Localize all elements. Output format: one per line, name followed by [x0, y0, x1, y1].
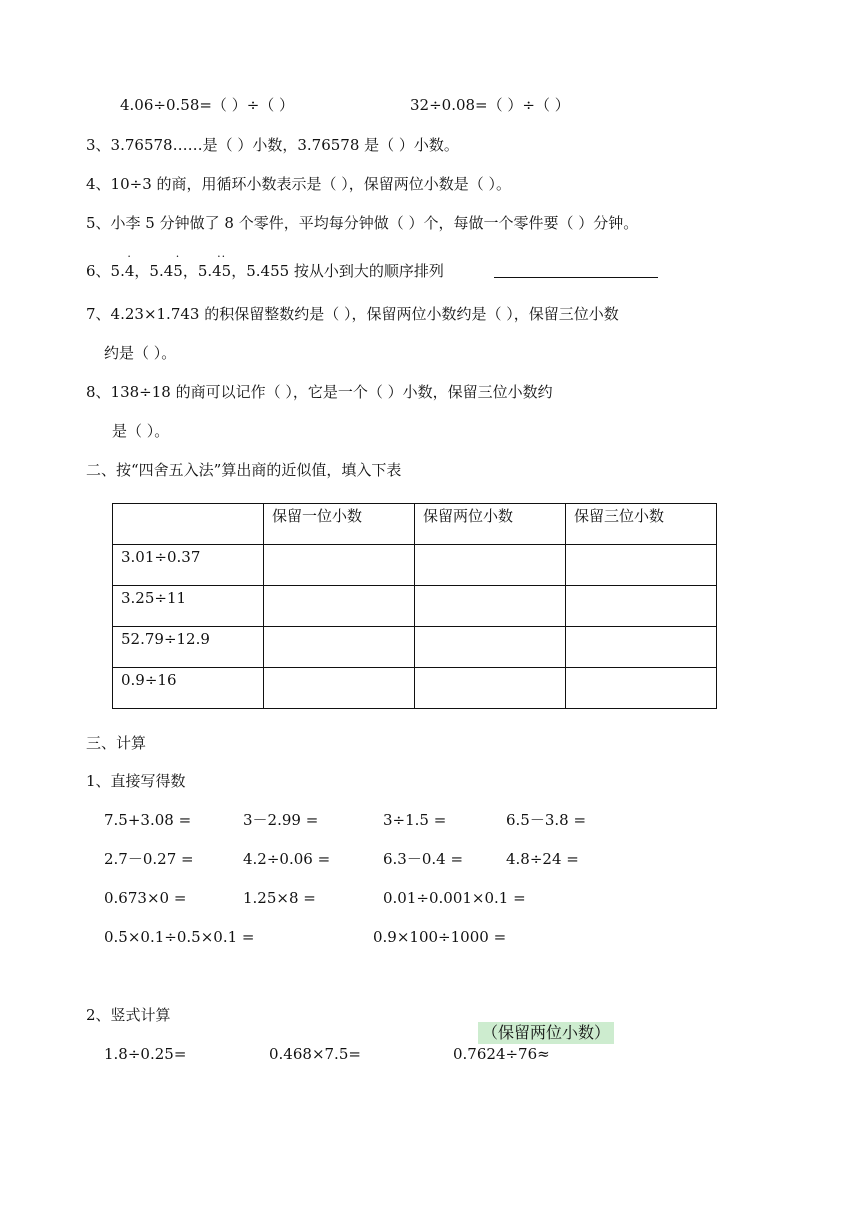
repeating-digit-text: 5 — [173, 262, 183, 280]
table-header-cell: 保留三位小数 — [566, 504, 717, 545]
calc-item: 0.01÷0.001×0.1 = — [383, 889, 526, 907]
table-expr-cell: 0.9÷16 — [113, 668, 264, 709]
table-header-cell: 保留一位小数 — [264, 504, 415, 545]
answer-blank[interactable] — [494, 277, 658, 278]
table-expr-cell: 52.79÷12.9 — [113, 627, 264, 668]
question-6 — [86, 250, 444, 281]
table-answer-cell[interactable] — [566, 627, 717, 668]
subsection-1-title: 1、直接写得数 — [86, 772, 186, 790]
repeat-dot: · — [127, 250, 132, 263]
calc-item: 1.25×8 = — [243, 889, 316, 907]
table-row — [113, 545, 717, 586]
calc-item: 0.5×0.1÷0.5×0.1 = — [104, 928, 255, 946]
calc-item: 3－2.99 = — [243, 811, 319, 829]
question-5: 5、小李 5 分钟做了 8 个零件，平均每分钟做（ ）个，每做一个零件要（ ）分钟。 — [86, 214, 639, 232]
table-answer-cell[interactable] — [415, 586, 566, 627]
table-answer-cell[interactable] — [566, 668, 717, 709]
table-answer-cell[interactable] — [566, 586, 717, 627]
question-7-line-1: 7、4.23×1.743 的积保留整数约是（ ），保留两位小数约是（ ），保留三位小数 — [86, 305, 619, 323]
table-answer-cell[interactable] — [415, 545, 566, 586]
calc-item: 4.8÷24 = — [506, 850, 579, 868]
table-row — [113, 627, 717, 668]
repeating-digit-text: 4 — [124, 262, 135, 280]
section-3-title: 三、计算 — [86, 734, 147, 752]
table-expr-cell: 3.25÷11 — [113, 586, 264, 627]
table-answer-cell[interactable] — [264, 545, 415, 586]
calc-item: 6.5－3.8 = — [506, 811, 587, 829]
calc-item: 0.9×100÷1000 = — [373, 928, 507, 946]
question-8-line-1: 8、138÷18 的商可以记作（ ），它是一个（ ）小数，保留三位小数约 — [86, 383, 553, 401]
table-answer-cell[interactable] — [264, 586, 415, 627]
table-row — [113, 668, 717, 709]
calc-item: 2.7－0.27 = — [104, 850, 194, 868]
table-expr-cell: 3.01÷0.37 — [113, 545, 264, 586]
question-8-line-2: 是（ ）。 — [112, 422, 170, 440]
calc-item: 4.2÷0.06 = — [243, 850, 331, 868]
question-2-part-b: 32÷0.08=（ ）÷（ ） — [410, 96, 570, 114]
section-2-title: 二、按“四舍五入法”算出商的近似值，填入下表 — [86, 461, 402, 479]
repeating-digits-text: 45 — [212, 262, 232, 280]
repeating-digit — [173, 250, 183, 281]
vertical-calc-item: 0.7624÷76≈ — [453, 1045, 550, 1063]
question-6-mid1: ，5.4 — [134, 262, 174, 280]
vertical-calc-item: 1.8÷0.25= — [104, 1045, 187, 1063]
question-4: 4、10÷3 的商，用循环小数表示是（ ），保留两位小数是（ ）。 — [86, 175, 512, 193]
question-2-part-a: 4.06÷0.58=（ ）÷（ ） — [120, 96, 295, 114]
repeat-dot: · — [175, 250, 181, 263]
repeat-dots: ·· — [217, 250, 227, 263]
table-row — [113, 586, 717, 627]
question-3: 3、3.76578……是（ ）小数，3.76578 是（ ）小数。 — [86, 136, 459, 154]
calc-item: 3÷1.5 = — [383, 811, 447, 829]
question-6-mid2: ，5. — [182, 262, 213, 280]
table-answer-cell[interactable] — [415, 668, 566, 709]
repeating-digits — [212, 250, 232, 281]
subsection-2-title: 2、竖式计算 — [86, 1006, 171, 1024]
table-answer-cell[interactable] — [566, 545, 717, 586]
vertical-calc-item: 0.468×7.5= — [269, 1045, 361, 1063]
table-header-cell: 保留两位小数 — [415, 504, 566, 545]
table-answer-cell[interactable] — [264, 668, 415, 709]
repeating-digit — [124, 250, 135, 281]
highlight-note: （保留两位小数） — [478, 1022, 614, 1044]
table-answer-cell[interactable] — [415, 627, 566, 668]
table-answer-cell[interactable] — [264, 627, 415, 668]
table-header-cell — [113, 504, 264, 545]
calc-item: 6.3－0.4 = — [383, 850, 464, 868]
question-6-prefix: 6、5. — [86, 262, 125, 280]
rounding-table — [112, 503, 717, 709]
table-header-row — [113, 504, 717, 545]
question-6-suffix: ，5.455 按从小到大的顺序排列 — [231, 262, 444, 280]
calc-item: 0.673×0 = — [104, 889, 187, 907]
calc-item: 7.5+3.08 = — [104, 811, 192, 829]
question-7-line-2: 约是（ ）。 — [104, 344, 177, 362]
